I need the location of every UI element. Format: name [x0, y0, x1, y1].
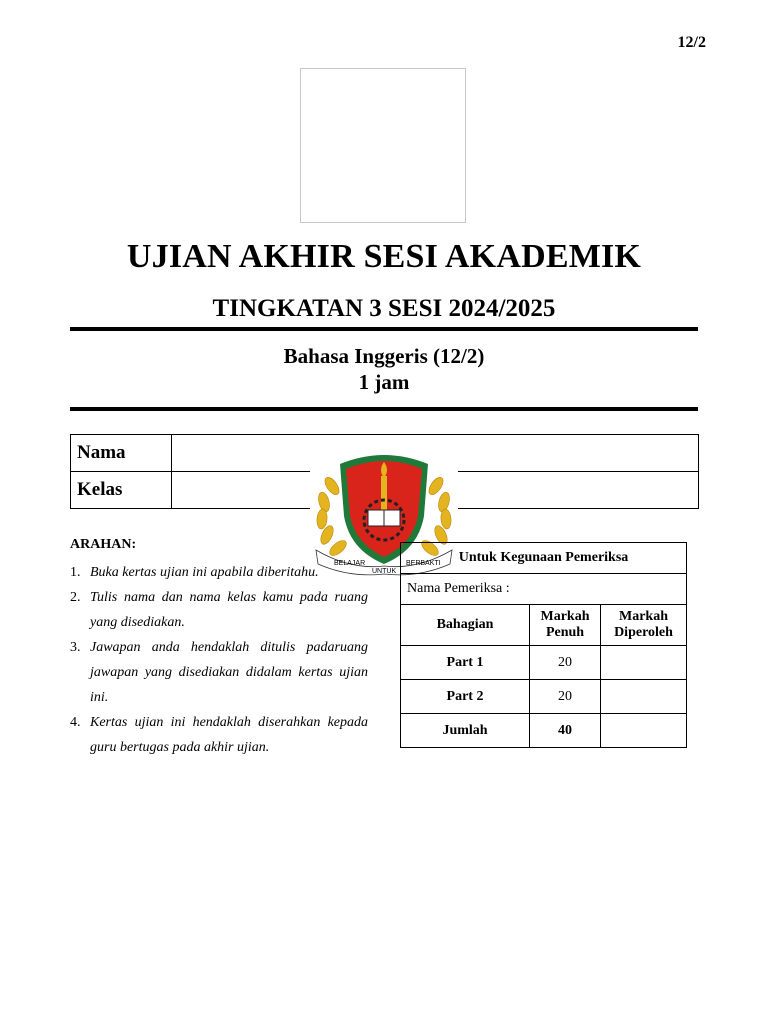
section-cell: Part 1 — [401, 646, 530, 680]
examiner-table — [400, 542, 687, 748]
instructions-title: ARAHAN: — [70, 537, 137, 552]
exam-duration: 1 jam — [358, 370, 410, 394]
crest-banner-center: UNTUK — [372, 568, 397, 575]
full-marks-cell: 20 — [530, 646, 601, 680]
examiner-name-label: Nama Pemeriksa : — [401, 574, 687, 605]
instruction-item — [70, 585, 368, 635]
table-row — [401, 680, 687, 714]
crest-banner-right: BERBAKTI — [406, 560, 441, 567]
subject-block — [0, 343, 768, 395]
full-marks-cell: 40 — [530, 714, 601, 748]
instruction-text: Buka kertas ujian ini apabila diberitahu. — [90, 565, 319, 580]
column-obtained-marks-label: Markah Diperoleh — [614, 609, 673, 640]
examiner-table-header — [401, 543, 687, 574]
instruction-number: 1. — [70, 565, 81, 580]
obtained-marks-cell[interactable] — [601, 680, 687, 714]
examiner-name-row — [401, 574, 687, 605]
table-row-total — [401, 714, 687, 748]
column-full-marks-label: Markah Penuh — [540, 609, 590, 640]
subject-name: Bahasa Inggeris (12/2) — [283, 344, 485, 368]
logo-placeholder — [300, 68, 466, 223]
obtained-marks-cell[interactable] — [601, 646, 687, 680]
instruction-number: 3. — [70, 640, 81, 655]
instruction-text: Jawapan anda hendaklah ditulis padaruang jawapan yang disediakan didalam kertas ujian ini. — [90, 640, 368, 705]
exam-title: UJIAN AKHIR SESI AKADEMIK — [126, 238, 642, 275]
instruction-text: Kertas ujian ini hendaklah diserahkan kepada guru bertugas pada akhir ujian. — [90, 715, 368, 755]
instruction-number: 2. — [70, 590, 81, 605]
section-cell: Jumlah — [401, 714, 530, 748]
instruction-item — [70, 635, 368, 710]
section-cell: Part 2 — [401, 680, 530, 714]
exam-subtitle: TINGKATAN 3 SESI 2024/2025 — [212, 295, 556, 322]
divider-bottom — [70, 407, 698, 411]
instruction-item — [70, 560, 368, 585]
examiner-table-title: Untuk Kegunaan Pemeriksa — [401, 543, 687, 574]
crest-banner-left: BELAJAR — [334, 560, 366, 567]
full-marks-cell: 20 — [530, 680, 601, 714]
instruction-number: 4. — [70, 715, 81, 730]
examiner-columns-row — [401, 605, 687, 646]
instruction-text: Tulis nama dan nama kelas kamu pada ruang yang disediakan. — [90, 590, 368, 630]
column-full-marks — [530, 605, 601, 646]
name-label: Nama — [71, 435, 172, 472]
divider-top — [70, 327, 698, 331]
column-section: Bahagian — [401, 605, 530, 646]
table-row — [401, 646, 687, 680]
class-label: Kelas — [71, 472, 172, 509]
obtained-marks-cell[interactable] — [601, 714, 687, 748]
instruction-item — [70, 710, 368, 760]
page-code: 12/2 — [677, 34, 706, 51]
column-obtained-marks — [601, 605, 687, 646]
instructions-list — [70, 560, 368, 760]
